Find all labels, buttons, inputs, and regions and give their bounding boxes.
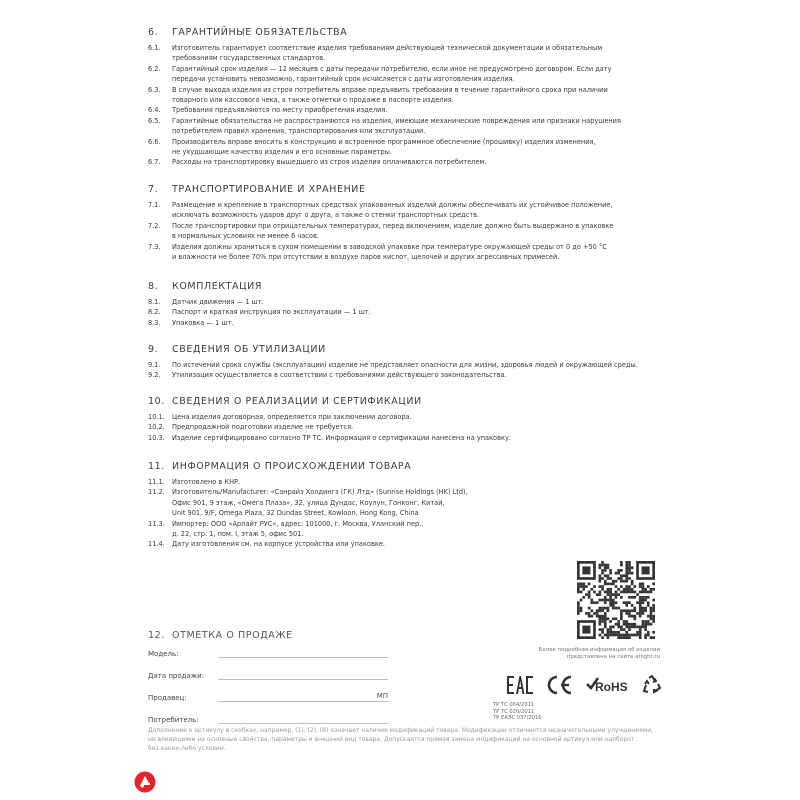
svg-text:RoHS: RoHS	[594, 680, 628, 694]
clause	[148, 85, 668, 106]
model-label: Модель:	[148, 650, 179, 658]
clause-number: 6.4.	[148, 106, 161, 115]
section-11	[148, 459, 668, 550]
clause-text: Изготовлено в КНР.	[172, 478, 241, 486]
clause-text: По истечении срока службы (эксплуатации) изделие не представляет опасности для жизни, здоровья людей и окружающей среды.	[172, 361, 638, 369]
clause-text: Изделие сертифицировано согласно ТР ТС. Информация о сертификации нанесена на упаковку.	[172, 433, 511, 442]
section-title: КОМПЛЕКТАЦИЯ	[172, 280, 263, 292]
clause-text: Паспорт и краткая инструкция по эксплуатации — 1 шт.	[172, 308, 371, 317]
stamp-place-label: МП	[376, 692, 388, 700]
section-title: ТРАНСПОРТИРОВАНИЕ И ХРАНЕНИЕ	[172, 183, 366, 195]
clause-number: 7.2.	[148, 221, 161, 230]
clause-text: В случае выхода изделия из строя потребитель вправе предъявить требования в течение гарантийного срока при наличии товарного или кассового чека, а также отметки о продаже в паспорте изделия.	[172, 85, 608, 105]
sale-title: ОТМЕТКА О ПРОДАЖЕ	[172, 629, 293, 641]
clause-number: 8.2.	[148, 308, 161, 317]
clause-text: Изделия должны храниться в сухом помещении в заводской упаковке при температуре окружающей среды от 0 до +50 °С и влажности не более 70% при отсутствии в воздухе паров кислот, щелочей и других агрессивных примесей.	[172, 242, 607, 262]
section-title: СВЕДЕНИЯ ОБ УТИЛИЗАЦИИ	[172, 343, 326, 355]
qr-note: Более подробная информация об изделии представлена на сайте arlight.ru	[538, 647, 660, 660]
clause	[148, 487, 668, 518]
ce-mark-icon	[545, 675, 573, 695]
sale-date-field[interactable]	[148, 670, 388, 680]
section-heading	[148, 25, 668, 39]
clause	[148, 370, 668, 380]
section-heading	[148, 394, 668, 408]
clause-number: 6.5.	[148, 116, 161, 125]
section-title: ИНФОРМАЦИЯ О ПРОИСХОЖДЕНИИ ТОВАРА	[172, 460, 412, 472]
clause-number: 10.1.	[148, 413, 165, 421]
clause-text: Цена изделия договорная, определяется при заключении договора.	[172, 413, 412, 421]
clause-text: Производитель вправе вносить в конструкцию и встроенное программное обеспечение (прошивку) изделия изменения, не ухудшающие качество изделия и его основные параметры.	[172, 137, 596, 157]
clause	[148, 297, 668, 307]
section-heading	[148, 459, 668, 473]
clause-text: Расходы на транспортировку вышедшего из строя изделия оплачиваются потребителем.	[172, 158, 487, 167]
clause	[148, 307, 668, 317]
clause	[148, 200, 668, 221]
sale-mark-section	[148, 628, 408, 724]
section-number: 8.	[148, 280, 159, 292]
section-6	[148, 25, 668, 168]
clause	[148, 105, 668, 115]
clause-number: 6.2.	[148, 64, 161, 73]
clause-number: 6.1.	[148, 44, 161, 52]
clause-text: Импортер: ООО «Арлайт РУС», адрес: 101000, г. Москва, Уланский пер., д. 22, стр. 1, пом. I, этаж 5, офис 501.	[172, 519, 424, 539]
section-8	[148, 279, 668, 328]
section-number: 11.	[148, 460, 165, 472]
section-number: 7.	[148, 183, 159, 195]
customer-line[interactable]	[218, 714, 388, 724]
section-heading	[148, 279, 668, 293]
clause-number: 9.1.	[148, 361, 161, 369]
sale-date-label: Дата продажи:	[148, 672, 204, 680]
clause-text: Изготовитель/Manufacturer: «Санрайз Холдингз (ГК) Лтд» (Sunrise Holdings (HK) Ltd), Офис 901, 9 этаж, «Омега Плаза», 32, улица Дундас, Коулун, Гонконг, Китай, Unit 901, 9/F, Omega Plaza, 32 Dundas Street, Kowloon, Hong Kong, China	[172, 488, 468, 518]
section-number: 6.	[148, 26, 159, 38]
clause-number: 8.1.	[148, 298, 161, 306]
section-heading	[148, 342, 668, 356]
section-heading	[148, 182, 668, 196]
section-7	[148, 182, 668, 262]
customer-label: Потребитель:	[148, 716, 199, 724]
clause-text: Требования предъявляются по месту приобретения изделия.	[172, 106, 388, 115]
clause-text: Гарантийный срок изделия — 12 месяцев с даты передачи потребителю, если иное не предусмотрено договором. Если дату передачи установить невозможно, гарантийный срок исчисляется с даты изготовления изделия.	[172, 64, 612, 84]
clause-number: 11.4.	[148, 540, 165, 549]
eac-mark-icon	[507, 676, 533, 694]
clause-number: 10.2.	[148, 423, 165, 432]
clause-number: 6.3.	[148, 85, 161, 94]
clause-text: Предпродажной подготовки изделие не требуется.	[172, 423, 354, 432]
clause	[148, 157, 668, 167]
model-line[interactable]	[218, 648, 388, 658]
clause-number: 8.3.	[148, 318, 161, 327]
clause	[148, 477, 668, 487]
clause	[148, 519, 668, 540]
sale-number: 12.	[148, 629, 165, 641]
tech-regulations: ТР ТС 004/2011 ТР ТС 020/2011 ТР ЕАЭС 037/2016	[493, 702, 542, 722]
footnote: Дополнение к артикулу в скобках, например, (1), (2), (B) означает наличие модификаций товара. Модификации отличаются незначительными улучшениями, не влияющими на основные свойства, параметры и внешний вид товара. Допускается прямая замена модификаций на основной артикул или наоборот без каких-либо условий.	[148, 727, 654, 752]
clause-number: 9.2.	[148, 371, 161, 380]
seller-line[interactable]	[218, 692, 388, 702]
section-title: СВЕДЕНИЯ О РЕАЛИЗАЦИИ И СЕРТИФИКАЦИИ	[172, 395, 422, 407]
clause-number: 7.1.	[148, 201, 161, 209]
section-number: 9.	[148, 343, 159, 355]
seller-label: Продавец:	[148, 694, 187, 702]
clause	[148, 242, 668, 263]
section-title: ГАРАНТИЙНЫЕ ОБЯЗАТЕЛЬСТВА	[172, 26, 348, 38]
model-field[interactable]	[148, 648, 388, 658]
clause	[148, 539, 668, 549]
rohs-mark-icon	[586, 675, 630, 695]
clause	[148, 43, 668, 64]
clause	[148, 116, 668, 137]
qr-code[interactable]	[577, 561, 655, 639]
clause-number: 11.3.	[148, 519, 165, 528]
seller-field[interactable]	[148, 692, 388, 702]
section-number: 10.	[148, 395, 165, 407]
clause-number: 11.1.	[148, 478, 165, 486]
section-9	[148, 342, 668, 381]
clause-text: Дату изготовления см. на корпусе устройства или упаковке.	[172, 540, 385, 549]
sale-date-line[interactable]	[218, 670, 388, 680]
clause-number: 6.6.	[148, 137, 161, 146]
clause-text: После транспортировки при отрицательных температурах, перед включением, изделие должно быть выдержано в упаковке в нормальных условиях не менее 6 часов.	[172, 221, 614, 241]
clause-number: 11.2.	[148, 488, 165, 497]
customer-field[interactable]	[148, 714, 388, 724]
clause	[148, 412, 668, 422]
clause-text: Изготовитель гарантирует соответствие изделия требованиям действующей технической документации и обязательным требованиям государственных стандартов.	[172, 44, 603, 63]
clause	[148, 318, 668, 328]
clause	[148, 221, 668, 242]
clause-text: Упаковка — 1 шт.	[172, 318, 234, 327]
certification-marks	[507, 670, 662, 700]
clause-text: Размещение и крепление в транспортных средствах упакованных изделий должны обеспечивать их устойчивое положение, исключать возможность ударов друг о друга, а также о стенки транспортных средств.	[172, 201, 613, 220]
clause-number: 6.7.	[148, 158, 161, 167]
clause-number: 10.3.	[148, 433, 165, 442]
clause-text: Утилизация осуществляется в соответствии с требованиями действующего законодательства.	[172, 371, 507, 380]
clause	[148, 433, 668, 443]
clause-text: Датчик движения — 1 шт.	[172, 298, 264, 306]
arlight-logo-icon	[134, 771, 156, 793]
sale-heading	[148, 628, 408, 642]
clause-text: Гарантийные обязательства не распространяются на изделия, имеющие механические повреждения или признаки нарушения потребителем правил хранения, транспортирования или эксплуатации.	[172, 116, 621, 136]
clause	[148, 64, 668, 85]
clause	[148, 360, 668, 370]
recycle-icon	[642, 675, 662, 695]
clause-number: 7.3.	[148, 242, 161, 251]
section-10	[148, 394, 668, 443]
clause	[148, 137, 668, 158]
clause	[148, 422, 668, 432]
